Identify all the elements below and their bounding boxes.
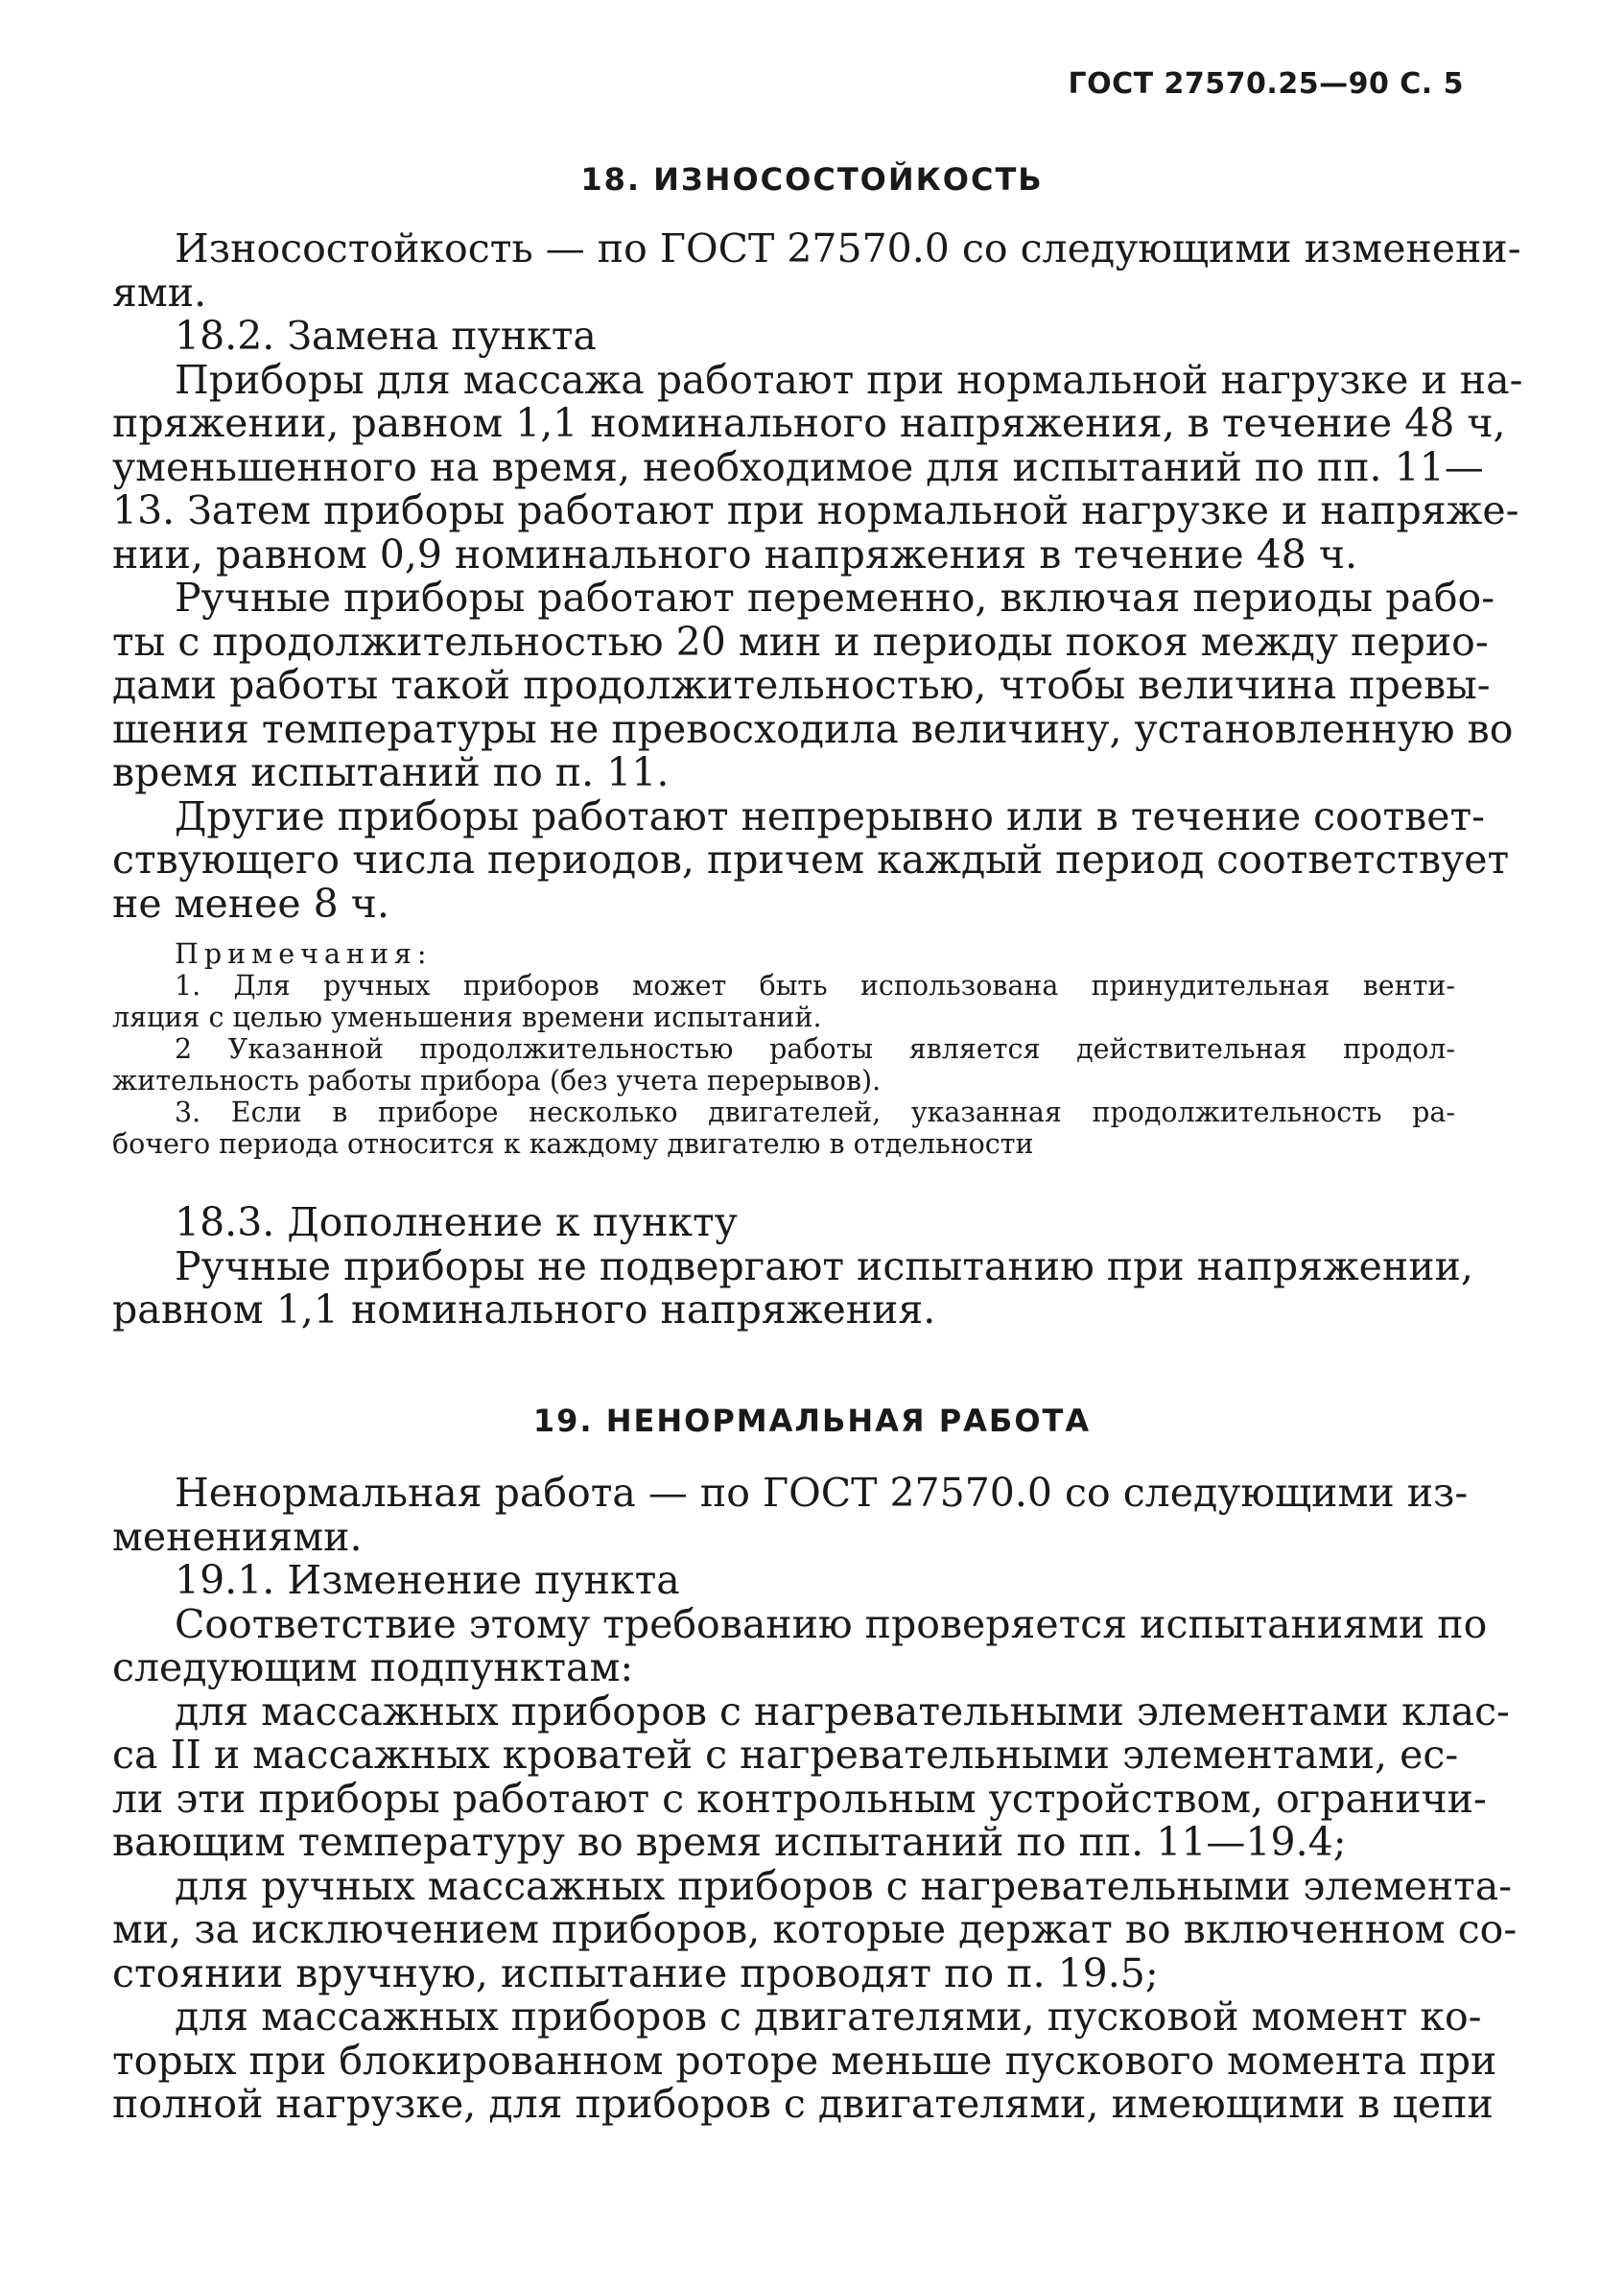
text-line: 13. Затем приборы работают при нормальной нагрузке и напряже- xyxy=(112,487,1519,533)
clause-18-3-heading: 18.3. Дополнение к пункту xyxy=(175,1199,738,1245)
text-line: Ручные приборы не подвергают испытанию при напряжении, xyxy=(175,1242,1473,1289)
text-line: Другие приборы работают непрерывно или в течение соответ- xyxy=(175,792,1486,839)
text-line: ми, за исключением приборов, которые держат во включенном со- xyxy=(112,1906,1518,1952)
text-line: для массажных приборов с нагревательными элементами клас- xyxy=(175,1687,1510,1734)
notes-block xyxy=(112,938,1455,1160)
clause-18-2-heading: 18.2. Замена пункта xyxy=(175,313,597,359)
text-line: вающим температуру во время испытаний по пп. 11—19.4; xyxy=(112,1819,1347,1865)
text-line: нии, равном 0,9 номинального напряжения в течение 48 ч. xyxy=(112,531,1358,578)
section-18-text xyxy=(112,225,1523,927)
text-line: ствующего числа периодов, причем каждый период соответствует xyxy=(112,837,1510,883)
text-line: Износостойкость — по ГОСТ 27570.0 со следующими изменени- xyxy=(175,225,1521,271)
text-line: равном 1,1 номинального напряжения. xyxy=(112,1286,936,1333)
text-line: Ненормальная работа — по ГОСТ 27570.0 со следующими из- xyxy=(175,1470,1469,1516)
note-line: 1. Для ручных приборов может быть использована принудительная венти- xyxy=(175,970,1455,1002)
text-line: ли эти приборы работают с контрольным устройством, ограничи- xyxy=(112,1775,1487,1822)
text-line: Соответствие этому требованию проверяется испытаниями по xyxy=(175,1600,1488,1647)
text-line: для ручных массажных приборов с нагревательными элемента- xyxy=(175,1862,1513,1909)
text-line: уменьшенного на время, необходимое для испытаний по пп. 11— xyxy=(112,443,1484,490)
text-line: ты с продолжительностью 20 мин и периоды покоя между перио- xyxy=(112,618,1489,665)
text-line: пряжении, равном 1,1 номинального напряжения, в течение 48 ч, xyxy=(112,400,1506,446)
text-line: не менее 8 ч. xyxy=(112,880,389,927)
note-line: бочего периода относится к каждому двигателю в отдельности xyxy=(112,1128,1034,1160)
clause-19-1-heading: 19.1. Изменение пункта xyxy=(175,1557,680,1603)
notes-label: Примечания: xyxy=(175,938,433,970)
text-line: са II и массажных кроватей с нагревательными элементами, ес- xyxy=(112,1732,1459,1778)
section-19-title: 19. НЕНОРМАЛЬНАЯ РАБОТА xyxy=(532,1403,1092,1439)
note-line: жительность работы прибора (без учета перерывов). xyxy=(112,1065,882,1097)
note-line: 3. Если в приборе несколько двигателей, указанная продолжительность ра- xyxy=(175,1097,1455,1128)
text-line: Приборы для массажа работают при нормальной нагрузке и на- xyxy=(175,356,1523,403)
clause-18-3 xyxy=(112,1199,1473,1333)
section-19-text xyxy=(112,1470,1518,2127)
text-line: стоянии вручную, испытание проводят по п. 19.5; xyxy=(112,1949,1159,1996)
text-line: Ручные приборы работают переменно, включая периоды рабо- xyxy=(175,575,1495,621)
text-line: торых при блокированном роторе меньше пускового момента при xyxy=(112,2037,1497,2084)
text-line: дами работы такой продолжительностью, чтобы величина превы- xyxy=(112,662,1491,708)
running-head: ГОСТ 27570.25—90 С. 5 xyxy=(1068,67,1464,101)
text-line: для массажных приборов с двигателями, пусковой момент ко- xyxy=(175,1994,1482,2040)
text-line: следующим подпунктам: xyxy=(112,1644,634,1690)
text-line: время испытаний по п. 11. xyxy=(112,749,670,795)
section-18-title: 18. ИЗНОСОСТОЙКОСТЬ xyxy=(580,161,1044,198)
note-line: 2 Указанной продолжительностью работы является действительная продол- xyxy=(175,1033,1455,1065)
text-line: шения температуры не превосходила величину, установленную во xyxy=(112,705,1514,752)
text-line: полной нагрузке, для приборов с двигателями, имеющими в цепи xyxy=(112,2081,1494,2127)
note-line: ляция с целью уменьшения времени испытаний. xyxy=(112,1002,822,1033)
text-line: менениями. xyxy=(112,1513,363,1560)
text-line: ями. xyxy=(112,269,207,316)
